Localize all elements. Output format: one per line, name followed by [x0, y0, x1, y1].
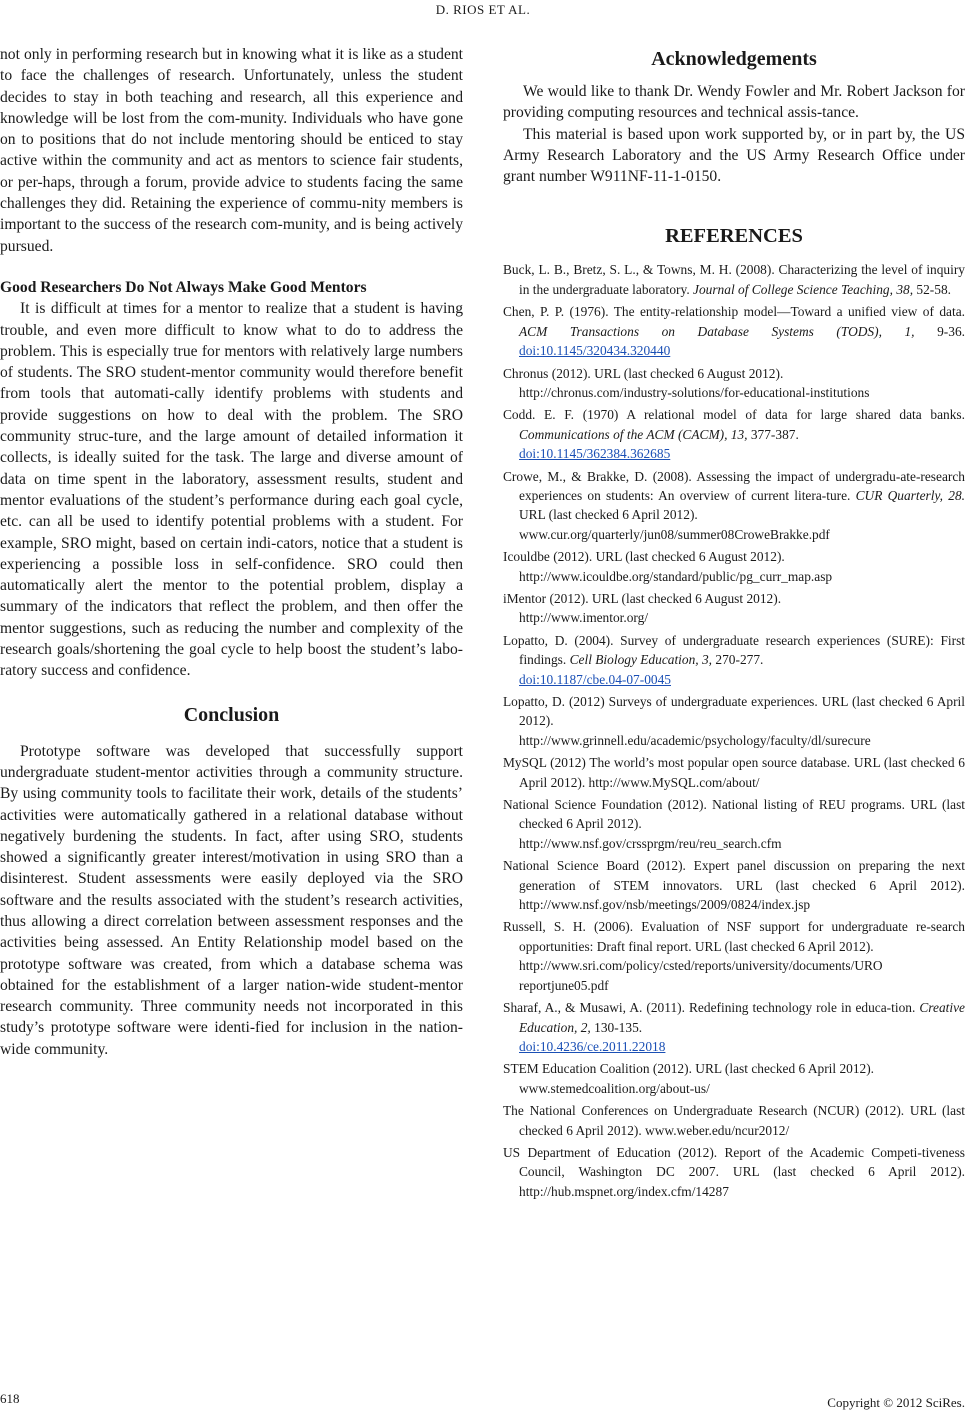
reference-text: Chen, P. P. (1976). The entity-relationship model—Toward a unified view of data.: [503, 304, 965, 320]
copyright-notice: Copyright © 2012 SciRes.: [827, 1395, 965, 1410]
reference-doi-link[interactable]: doi:10.4236/ce.2011.22018: [519, 1038, 666, 1054]
reference-pages: 270-277.: [712, 652, 764, 668]
reference-text: The National Conferences on Undergraduate Research (NCUR) (2012). URL (last checked 6 April 2012). www.weber.edu/ncur2012/: [503, 1103, 965, 1138]
reference-item: [503, 364, 965, 403]
reference-text: US Department of Education (2012). Report of the Academic Competi-tiveness Council, Washington DC 2007. URL (last checked 6 April 2012). http://hub.mspnet.org/index.cfm/14287: [503, 1144, 965, 1199]
acknowledgements-title: Acknowledgements: [651, 48, 817, 70]
mentors-paragraph: It is difficult at times for a mentor to realize that a student is having trouble, and even more difficult to know what to do to address the problem. This is especially true for mentors with relatively large numbers of students. The SRO student-mentor community would therefore benefit from tools that automati-cally identify problems with students and provide suggestions on how to deal with the problem. The SRO community struc-ture, and the large amount of detailed information it collects, is ideally suited for the task. The large and diverse amount of data on time spent in the laboratory, assessment results, student and mentor evaluations of the student’s performance during each goal cycle, etc. can all be used to identify potential problems with a student. For example, SRO might, based on certain indi-cators, notice that a student is experiencing a possible loss in self-confidence. SRO could then automatically alert the mentor to the potential problem, display a summary of the indicators that reflect the problem, and then offer the mentor suggestions, such as reducing the number and complexity of the research goals/shortening the goal cycle to help boost the student’s labo-ratory success and confidence.: [0, 300, 463, 680]
reference-text: MySQL (2012) The world’s most popular open source database. URL (last checked 6 April 2012). http://www.MySQL.com/about/: [503, 755, 965, 790]
page-number: 618: [0, 1391, 20, 1406]
reference-text: Russell, S. H. (2006). Evaluation of NSF support for undergraduate re-search opportunities: Draft final report. URL (last checked 6 April 2012).: [503, 919, 965, 954]
reference-text: Lopatto, D. (2012) Surveys of undergraduate experiences. URL (last checked 6 April 2012).: [503, 694, 965, 729]
reference-journal: Communications of the ACM (CACM), 13,: [519, 426, 748, 442]
reference-item: [503, 467, 965, 545]
reference-item: [503, 795, 965, 853]
reference-text: Chronus (2012). URL (last checked 6 August 2012).: [503, 365, 784, 381]
reference-pages: 9-36.: [914, 323, 965, 339]
reference-doi-link[interactable]: doi:10.1145/362384.362685: [519, 446, 671, 462]
running-head: D. RIOS ET AL.: [435, 2, 531, 17]
reference-pages: 52-58.: [913, 281, 951, 297]
reference-text: Crowe, M., & Brakke, D. (2008). Assessing the impact of undergradu-ate-research experiences on students: An overview of current litera-ture.: [503, 468, 965, 503]
reference-item: [503, 856, 965, 914]
reference-text: Lopatto, D. (2004). Survey of undergraduate research experiences (SURE): First findings.: [503, 632, 965, 668]
reference-journal: Journal of College Science Teaching, 38,: [693, 281, 914, 297]
references-list: [503, 260, 965, 1201]
references-title: REFERENCES: [665, 225, 803, 248]
acknowledgements-paragraph-2: This material is based upon work supported by, or in part by, the US Army Research Laboratory and the US Army Research Office under grant number W911NF-11-1-0150.: [503, 125, 965, 186]
reference-text: National Science Foundation (2012). National listing of REU programs. URL (last checked 6 April 2012).: [503, 797, 965, 832]
reference-text: Codd. E. F. (1970) A relational model of data for large shared data banks.: [503, 407, 965, 423]
reference-item: [503, 998, 965, 1056]
reference-item: [503, 917, 965, 995]
reference-url: http://www.nsf.gov/crssprgm/reu/reu_search.cfm: [519, 835, 782, 851]
reference-item: [503, 1101, 965, 1140]
reference-url: www.stemedcoalition.org/about-us/: [519, 1080, 710, 1096]
conclusion-title: Conclusion: [183, 703, 280, 726]
reference-pages: 377-387.: [747, 426, 799, 442]
reference-url: http://www.icouldbe.org/standard/public/pg_curr_map.asp: [519, 568, 833, 584]
reference-item: [503, 692, 965, 750]
reference-item: [503, 405, 965, 463]
reference-pages: URL (last checked 6 April 2012).: [519, 507, 698, 523]
reference-url: http://www.imentor.org/: [519, 610, 649, 626]
reference-journal: Creative Education, 2,: [519, 1000, 965, 1035]
reference-url: http://www.grinnell.edu/academic/psychology/faculty/dl/surecure: [519, 732, 871, 748]
right-column: [503, 44, 965, 1204]
reference-url: http://www.sri.com/policy/csted/reports/university/documents/URO reportjune05.pdf: [519, 958, 883, 993]
reference-item: [503, 753, 965, 792]
reference-item: [503, 1143, 965, 1201]
reference-journal: Cell Biology Education, 3,: [569, 652, 713, 668]
reference-item: [503, 547, 965, 586]
reference-journal: CUR Quarterly, 28.: [855, 487, 965, 503]
reference-item: [503, 589, 965, 628]
reference-url: http://chronus.com/industry-solutions/for-educational-institutions: [519, 384, 870, 400]
subheading-mentors: Good Researchers Do Not Always Make Good Mentors: [0, 278, 367, 296]
acknowledgements-paragraph-1: We would like to thank Dr. Wendy Fowler and Mr. Robert Jackson for providing computing resources and technical assis-tance.: [503, 83, 965, 122]
reference-item: [503, 302, 965, 360]
intro-paragraph: not only in performing research but in knowing what it is like as a student to face the challenges of research. Unfortunately, unless the student decides to stay in both teaching and research, all this experience and knowledge will be lost from the com-munity. Individuals who have gone on to positions that do not include mentoring should be enticed to stay active within the community and act as mentors to science fair students, or per-haps, through a forum, provide advice to students facing the same challenges they did. Retaining the experience of commu-nity members is important to the success of the research com-munity, and is being actively pursued.: [0, 46, 463, 255]
reference-text: STEM Education Coalition (2012). URL (last checked 6 April 2012).: [503, 1061, 875, 1077]
reference-doi-link[interactable]: doi:10.1187/cbe.04-07-0045: [519, 671, 671, 687]
reference-item: [503, 631, 965, 689]
left-column: [0, 44, 463, 1060]
reference-item: [503, 1059, 965, 1098]
reference-item: [503, 260, 965, 299]
reference-text: Icouldbe (2012). URL (last checked 6 August 2012).: [503, 549, 785, 565]
reference-text: iMentor (2012). URL (last checked 6 August 2012).: [503, 590, 782, 606]
reference-text: National Science Board (2012). Expert panel discussion on preparing the next generation of STEM innovators. URL (last checked 6 April 2012). http://www.nsf.gov/nsb/meetings/2009/0824/index.jsp: [503, 858, 965, 913]
reference-url: www.cur.org/quarterly/jun08/summer08CroweBrakke.pdf: [519, 526, 830, 542]
reference-journal: ACM Transactions on Database Systems (TODS), 1,: [519, 323, 915, 339]
reference-text: Sharaf, A., & Musawi, A. (2011). Redefining technology role in educa-tion.: [503, 1000, 920, 1016]
conclusion-paragraph: Prototype software was developed that successfully support undergraduate student-mentor activities through a community structure. By using community tools to facilitate their work, details of the students’ activities were automatically gathered in a relational database without negatively burdening the students. In fact, after using SRO, students showed a significantly greater interest/motivation in using SRO than a disinterest. Student assessments were easily deployed via the SRO software and the results associated with the student’s research activities, thus allowing a direct correlation between assessment responses and the activities being assessed. An Entity Relationship model based on the prototype software was created, from which a database schema was obtained for the establishment of a larger nation-wide student-mentor research community. Three community needs not incorporated in this study’s prototype software were identi-fied for inclusion in the nation-wide community.: [0, 742, 463, 1058]
reference-doi-link[interactable]: doi:10.1145/320434.320440: [519, 343, 671, 359]
reference-text: Buck, L. B., Bretz, S. L., & Towns, M. H. (2008). Characterizing the level of inquiry in the undergraduate laboratory.: [503, 262, 965, 297]
reference-pages: 130-135.: [590, 1019, 643, 1035]
